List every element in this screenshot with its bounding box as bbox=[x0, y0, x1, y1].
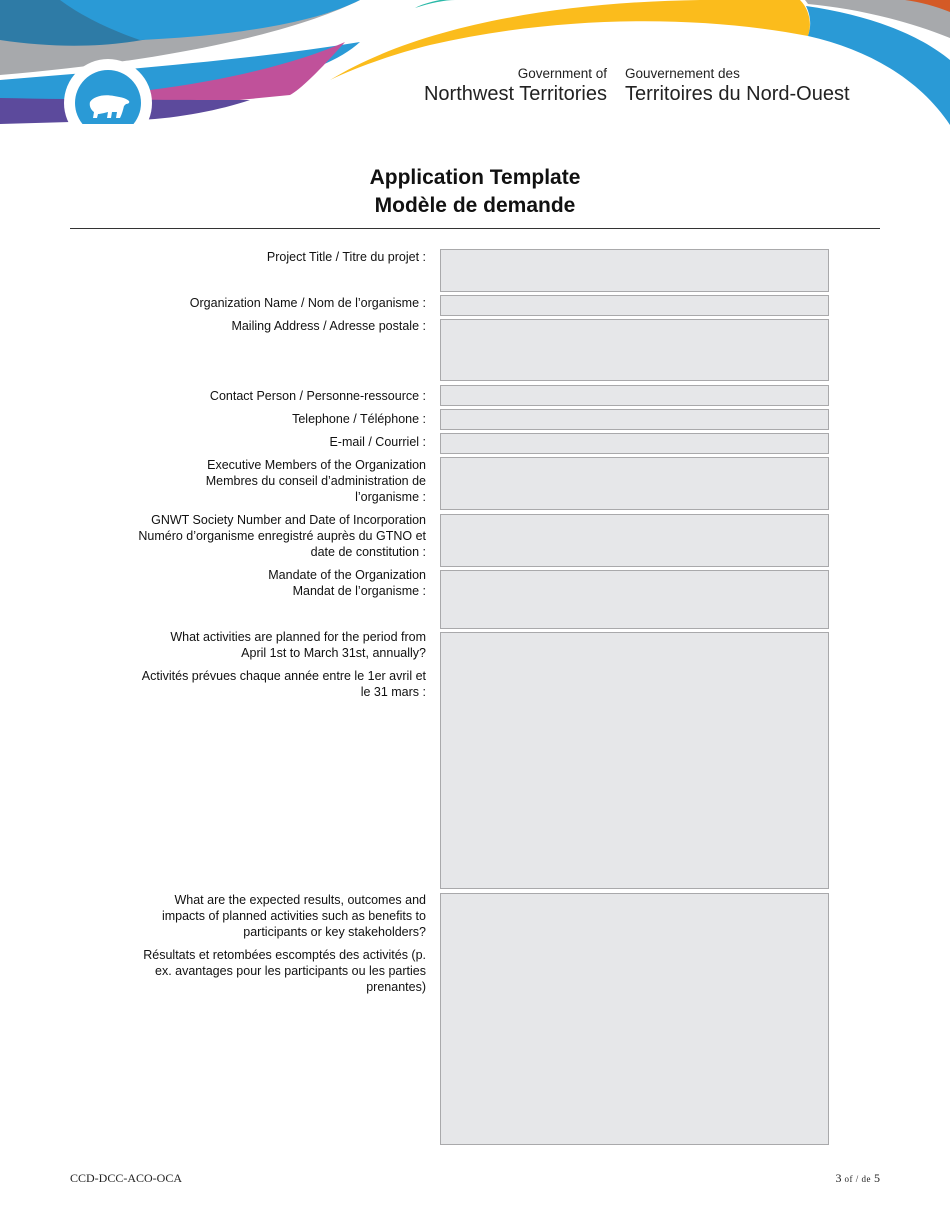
polar-bear-icon bbox=[86, 92, 132, 122]
page-number bbox=[836, 1171, 881, 1186]
results-label-en-line3: participants or key stakeholders? bbox=[243, 925, 426, 939]
telephone-label: Telephone / Téléphone : bbox=[292, 412, 426, 426]
gov-fr-line2: Territoires du Nord-Ouest bbox=[625, 83, 850, 105]
contact-person-field[interactable] bbox=[440, 385, 829, 406]
activities-label-fr-line2: le 31 mars : bbox=[360, 685, 426, 699]
organization-name-label: Organization Name / Nom de l’organisme : bbox=[189, 296, 426, 310]
society-number-label-line2: Numéro d’organisme enregistré auprès du GTNO et bbox=[138, 529, 426, 543]
gov-fr-line1: Gouvernement des bbox=[625, 66, 740, 81]
page-current: 3 bbox=[835, 1171, 842, 1185]
society-number-label-line1: GNWT Society Number and Date of Incorporation bbox=[151, 513, 426, 527]
contact-person-label: Contact Person / Personne-ressource : bbox=[209, 389, 426, 403]
gov-en-line2: Northwest Territories bbox=[423, 83, 607, 105]
results-label-en-line1: What are the expected results, outcomes and bbox=[174, 893, 426, 907]
mandate-label bbox=[106, 567, 426, 599]
email-label: E-mail / Courriel : bbox=[329, 435, 426, 449]
results-label-fr-line2: ex. avantages pour les participants ou les parties bbox=[155, 964, 426, 978]
executive-members-label-line1: Executive Members of the Organization bbox=[207, 458, 426, 472]
government-name-fr bbox=[625, 66, 850, 106]
society-number-field[interactable] bbox=[440, 514, 829, 567]
results-field[interactable] bbox=[440, 893, 829, 1145]
page-title-en: Application Template bbox=[369, 166, 581, 189]
activities-field[interactable] bbox=[440, 632, 829, 889]
organization-name-field[interactable] bbox=[440, 295, 829, 316]
gov-en-line1: Government of bbox=[517, 66, 607, 81]
email-field[interactable] bbox=[440, 433, 829, 454]
results-label-en-line2: impacts of planned activities such as benefits to bbox=[161, 909, 426, 923]
activities-label-fr-line1: Activités prévues chaque année entre le 1er avril et bbox=[141, 669, 426, 683]
results-label-fr-line3: prenantes) bbox=[366, 980, 426, 994]
executive-members-label bbox=[106, 457, 426, 505]
document-code: CCD-DCC-ACO-OCA bbox=[70, 1171, 183, 1185]
project-title-label: Project Title / Titre du projet : bbox=[266, 250, 426, 264]
page-title-fr: Modèle de demande bbox=[374, 194, 576, 217]
activities-label-en-line2: April 1st to March 31st, annually? bbox=[241, 646, 426, 660]
executive-members-field[interactable] bbox=[440, 457, 829, 510]
project-title-field[interactable] bbox=[440, 249, 829, 292]
mandate-field[interactable] bbox=[440, 570, 829, 629]
title-divider bbox=[70, 228, 880, 229]
mailing-address-field[interactable] bbox=[440, 319, 829, 381]
society-number-label-line3: date de constitution : bbox=[310, 545, 426, 559]
government-name-en bbox=[424, 66, 607, 106]
telephone-field[interactable] bbox=[440, 409, 829, 430]
mandate-label-line2: Mandat de l’organisme : bbox=[292, 584, 426, 598]
results-label-fr-line1: Résultats et retombées escomptés des activités (p. bbox=[143, 948, 426, 962]
page-total: 5 bbox=[874, 1171, 880, 1185]
mailing-address-label: Mailing Address / Adresse postale : bbox=[231, 319, 426, 333]
page-of-label: of / de bbox=[844, 1174, 871, 1184]
results-label bbox=[106, 892, 426, 995]
society-number-label bbox=[106, 512, 426, 560]
activities-label bbox=[106, 629, 426, 700]
mandate-label-line1: Mandate of the Organization bbox=[268, 568, 426, 582]
activities-label-en-line1: What activities are planned for the period from bbox=[170, 630, 426, 644]
executive-members-label-line2: Membres du conseil d’administration de bbox=[205, 474, 426, 488]
executive-members-label-line3: l’organisme : bbox=[355, 490, 426, 504]
